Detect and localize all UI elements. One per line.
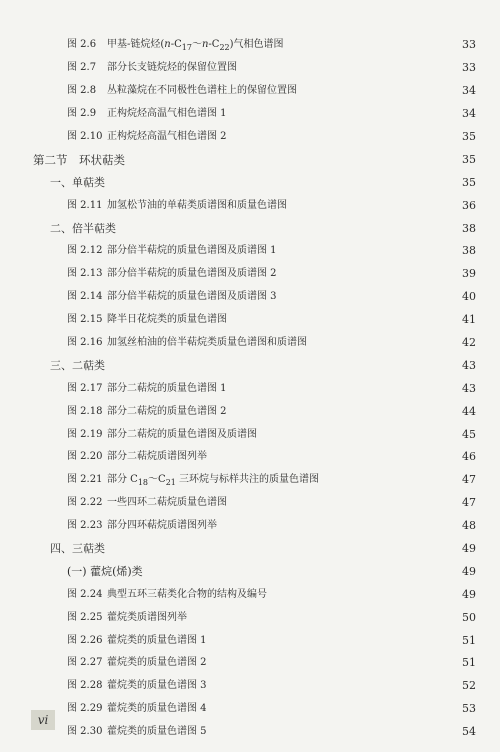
toc-figure-row bbox=[0, 583, 476, 606]
page-number: 43 bbox=[462, 381, 476, 395]
page-number: 49 bbox=[462, 542, 476, 556]
entry-title: 三、二萜类 bbox=[50, 358, 105, 372]
dot-leader bbox=[221, 520, 450, 532]
figure-number: 图 2.16 bbox=[67, 337, 103, 349]
dot-leader bbox=[281, 268, 450, 280]
toc-section-row bbox=[0, 148, 476, 171]
page-number: 51 bbox=[462, 633, 476, 647]
toc-figure-row bbox=[0, 400, 476, 423]
page-number: 38 bbox=[462, 244, 476, 258]
toc-subcategory-row bbox=[0, 560, 476, 583]
title-fragment: ～C bbox=[148, 474, 166, 486]
entry-title: 部分二萜烷的质量色谱图 2 bbox=[107, 405, 227, 417]
page-number: 54 bbox=[462, 725, 476, 739]
dot-leader bbox=[271, 589, 450, 601]
figure-number: 图 2.7 bbox=[67, 62, 97, 74]
dot-leader bbox=[231, 108, 450, 120]
toc-figure-row bbox=[0, 492, 476, 515]
dot-leader bbox=[211, 657, 450, 669]
entry-title: 四、三萜类 bbox=[50, 542, 105, 556]
toc-figure-row bbox=[0, 309, 476, 332]
page-number: 36 bbox=[462, 198, 476, 212]
page-number: 34 bbox=[462, 107, 476, 121]
figure-number: 图 2.19 bbox=[67, 428, 103, 440]
dot-leader bbox=[231, 383, 450, 395]
figure-number: 图 2.18 bbox=[67, 405, 103, 417]
toc-figure-row bbox=[0, 240, 476, 263]
page-number: 33 bbox=[462, 61, 476, 75]
entry-title: 部分二萜烷质谱图列举 bbox=[107, 451, 207, 463]
toc-category-row bbox=[0, 538, 476, 561]
dot-leader bbox=[109, 543, 450, 555]
toc-figure-row bbox=[0, 652, 476, 675]
figure-number: 图 2.30 bbox=[67, 726, 103, 738]
figure-number: 图 2.11 bbox=[67, 199, 103, 211]
figure-number: 图 2.24 bbox=[67, 588, 103, 600]
page-number: 42 bbox=[462, 336, 476, 350]
entry-title: 二、倍半萜类 bbox=[50, 221, 116, 235]
dot-leader bbox=[231, 497, 450, 509]
dot-leader bbox=[120, 223, 450, 235]
toc-figure-row bbox=[0, 332, 476, 355]
toc-figure-row bbox=[0, 194, 476, 217]
figure-number: 图 2.22 bbox=[67, 497, 103, 509]
toc-category-row bbox=[0, 217, 476, 240]
toc-figure-row bbox=[0, 515, 476, 538]
figure-number: 图 2.27 bbox=[67, 657, 103, 669]
toc-figure-row bbox=[0, 446, 476, 469]
page-number: 44 bbox=[462, 404, 476, 418]
entry-title: 部分二萜烷的质量色谱图及质谱图 bbox=[107, 428, 257, 440]
page-number: 35 bbox=[462, 130, 476, 143]
dot-leader bbox=[211, 451, 450, 463]
dot-leader bbox=[211, 635, 450, 647]
dot-leader bbox=[291, 200, 450, 212]
page-number: 47 bbox=[462, 473, 476, 487]
dot-leader bbox=[281, 245, 450, 257]
toc-figure-row bbox=[0, 263, 476, 286]
toc-figure-row bbox=[0, 286, 476, 309]
page-number: 52 bbox=[462, 679, 476, 693]
dot-leader bbox=[261, 429, 450, 441]
toc-figure-row bbox=[0, 423, 476, 446]
figure-number: 图 2.15 bbox=[67, 314, 103, 326]
title-fragment: 部分 C bbox=[107, 474, 138, 486]
toc-category-row bbox=[0, 354, 476, 377]
page-number: 35 bbox=[462, 152, 476, 166]
page-number: 53 bbox=[462, 702, 476, 716]
dot-leader bbox=[231, 314, 450, 326]
figure-number: 图 2.23 bbox=[67, 520, 103, 532]
entry-title: 第二节 环状萜类 bbox=[33, 152, 125, 167]
page-number: 43 bbox=[462, 358, 476, 372]
entry-title: 部分倍半萜烷的质量色谱图及质谱图 3 bbox=[107, 291, 277, 303]
figure-number: 图 2.29 bbox=[67, 703, 103, 715]
dot-leader bbox=[231, 131, 450, 143]
page-number: 49 bbox=[462, 564, 476, 578]
figure-number: 图 2.10 bbox=[67, 131, 103, 142]
figure-number: 图 2.17 bbox=[67, 382, 103, 394]
title-fragment: ～ bbox=[191, 39, 202, 51]
toc-figure-row bbox=[0, 57, 476, 80]
entry-title: 降半日花烷类的质量色谱图 bbox=[107, 314, 227, 326]
entry-title: 藿烷类的质量色谱图 1 bbox=[107, 634, 207, 646]
entry-title: 部分四环萜烷质谱图列举 bbox=[107, 520, 217, 532]
entry-title: 藿烷类的质量色谱图 5 bbox=[107, 726, 207, 738]
figure-number: 图 2.6 bbox=[67, 39, 97, 51]
entry-title: 藿烷类的质量色谱图 3 bbox=[107, 680, 207, 692]
entry-title: 部分长支链烷烃的保留位置图 bbox=[107, 62, 237, 74]
title-fragment: )气相色谱图 bbox=[229, 39, 284, 51]
page-number: 47 bbox=[462, 496, 476, 510]
page-number: 33 bbox=[462, 38, 476, 52]
toc-figure-row bbox=[0, 698, 476, 721]
entry-title bbox=[107, 474, 319, 486]
dot-leader bbox=[311, 337, 450, 349]
page-number: 41 bbox=[462, 313, 476, 327]
page-number: 45 bbox=[462, 427, 476, 441]
entry-title: (一) 藿烷(烯)类 bbox=[67, 564, 143, 578]
dot-leader bbox=[288, 39, 450, 51]
subscript-text: 22 bbox=[219, 43, 230, 53]
entry-title: 部分倍半萜烷的质量色谱图及质谱图 2 bbox=[107, 268, 277, 280]
page-number: 34 bbox=[462, 84, 476, 98]
entry-title: 藿烷类质谱图列举 bbox=[107, 611, 187, 623]
dot-leader bbox=[301, 85, 450, 97]
entry-title: 部分二萜烷的质量色谱图 1 bbox=[107, 382, 227, 394]
title-fragment: n bbox=[164, 39, 171, 51]
page-number: 38 bbox=[462, 221, 476, 235]
figure-number: 图 2.21 bbox=[67, 474, 103, 486]
entry-title: 藿烷类的质量色谱图 4 bbox=[107, 703, 207, 715]
toc-figure-row bbox=[0, 103, 476, 126]
dot-leader bbox=[211, 680, 450, 692]
toc-figure-row bbox=[0, 377, 476, 400]
figure-number: 图 2.9 bbox=[67, 108, 97, 120]
title-fragment: 三环烷与标样共注的质量色谱图 bbox=[175, 474, 320, 486]
entry-title: 丛粒藻烷在不同极性色谱柱上的保留位置图 bbox=[107, 85, 297, 97]
entry-title: 一、单萜类 bbox=[50, 175, 105, 189]
page-number: 46 bbox=[462, 450, 476, 464]
figure-number: 图 2.28 bbox=[67, 680, 103, 692]
table-of-contents bbox=[0, 34, 500, 744]
figure-number: 图 2.20 bbox=[67, 451, 103, 463]
page-number: 35 bbox=[462, 175, 476, 189]
page-number: 39 bbox=[462, 267, 476, 281]
toc-category-row bbox=[0, 171, 476, 194]
dot-leader bbox=[129, 154, 450, 166]
toc-figure-row bbox=[0, 80, 476, 103]
figure-number: 图 2.8 bbox=[67, 85, 97, 97]
page-number: 48 bbox=[462, 519, 476, 533]
toc-figure-row bbox=[0, 675, 476, 698]
entry-title: 正构烷烃高温气相色谱图 1 bbox=[107, 108, 227, 120]
dot-leader bbox=[281, 291, 450, 303]
title-fragment: -C bbox=[208, 39, 220, 51]
entry-title: 藿烷类的质量色谱图 2 bbox=[107, 657, 207, 669]
page-number: 50 bbox=[462, 610, 476, 624]
toc-figure-row bbox=[0, 606, 476, 629]
toc-figure-row bbox=[0, 469, 476, 492]
figure-number: 图 2.13 bbox=[67, 268, 103, 280]
figure-number: 图 2.14 bbox=[67, 291, 103, 303]
entry-title bbox=[107, 39, 284, 51]
title-fragment: n bbox=[201, 39, 209, 51]
page-number: 51 bbox=[462, 656, 476, 670]
dot-leader bbox=[211, 703, 450, 715]
entry-title: 加氢松节油的单萜类质谱图和质量色谱图 bbox=[107, 199, 287, 211]
figure-number: 图 2.25 bbox=[67, 611, 103, 623]
toc-figure-row bbox=[0, 126, 476, 149]
toc-figure-row bbox=[0, 629, 476, 652]
entry-title: 加氢丝柏油的倍半萜烷类质量色谱图和质谱图 bbox=[107, 337, 307, 349]
entry-title: 部分倍半萜烷的质量色谱图及质谱图 1 bbox=[107, 245, 277, 257]
dot-leader bbox=[211, 726, 450, 738]
figure-number: 图 2.26 bbox=[67, 634, 103, 646]
dot-leader bbox=[191, 612, 450, 624]
dot-leader bbox=[241, 62, 450, 74]
toc-figure-row bbox=[0, 34, 476, 57]
dot-leader bbox=[323, 474, 450, 486]
page-number: 49 bbox=[462, 587, 476, 601]
subscript-text: 18 bbox=[137, 478, 149, 488]
dot-leader bbox=[109, 177, 450, 189]
subscript-text: 21 bbox=[165, 478, 176, 488]
page-footer-label: vi bbox=[31, 710, 55, 730]
dot-leader bbox=[109, 360, 450, 372]
figure-number: 图 2.12 bbox=[67, 245, 103, 257]
entry-title: 正构烷烃高温气相色谱图 2 bbox=[107, 131, 227, 142]
dot-leader bbox=[147, 566, 450, 578]
toc-figure-row bbox=[0, 721, 476, 744]
subscript-text: 17 bbox=[181, 43, 192, 53]
entry-title: 一些四环二萜烷质量色谱图 bbox=[107, 497, 227, 509]
dot-leader bbox=[231, 406, 450, 418]
page-number: 40 bbox=[462, 290, 476, 304]
entry-title: 典型五环三萜类化合物的结构及编号 bbox=[107, 588, 267, 600]
title-fragment: 甲基-链烷烃( bbox=[107, 39, 165, 51]
title-fragment: -C bbox=[170, 39, 182, 51]
